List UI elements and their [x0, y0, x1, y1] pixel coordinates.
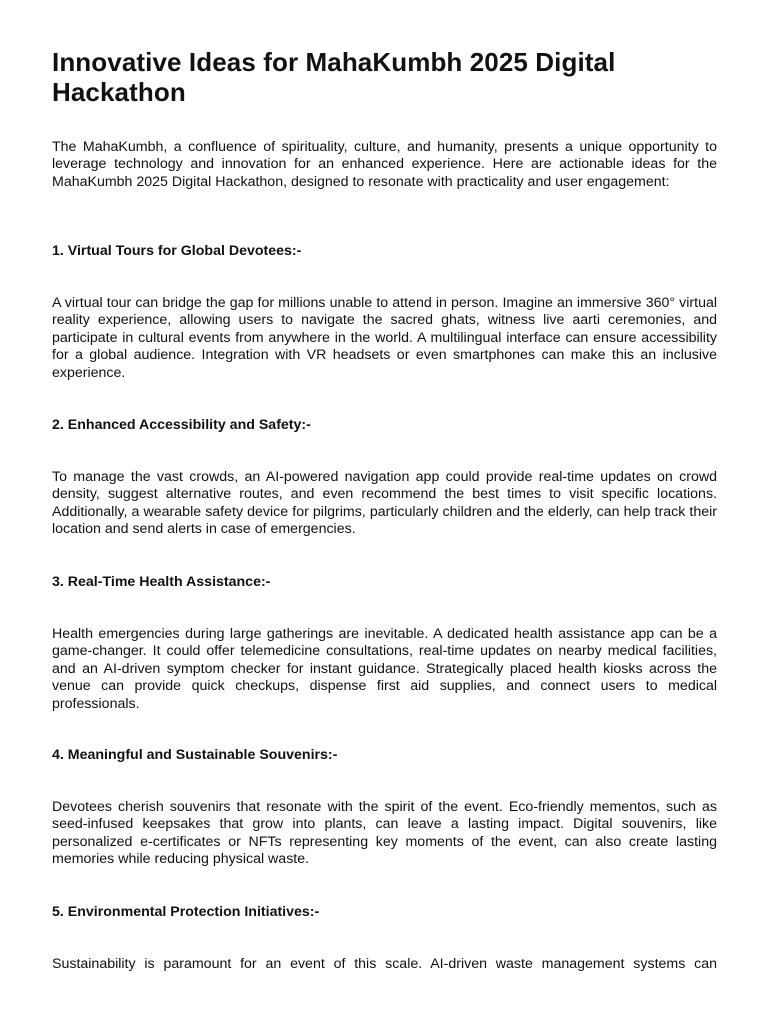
document-title: Innovative Ideas for MahaKumbh 2025 Digital Hackathon: [52, 47, 616, 107]
section-4-heading: 4. Meaningful and Sustainable Souvenirs:-: [52, 747, 338, 763]
section-2-heading: 2. Enhanced Accessibility and Safety:-: [52, 417, 311, 433]
intro-paragraph: The MahaKumbh, a confluence of spirituality, culture, and humanity, presents a unique opportunity to leverage technology and innovation for an enhanced experience. Here are actionable ideas for the MahaKumbh 2025 Digital Hackathon, designed to resonate with practicality and user engagement:: [52, 139, 717, 190]
section-3-body: Health emergencies during large gatherings are inevitable. A dedicated health assistance app can be a game-changer. It could offer telemedicine consultations, real-time updates on nearby medical facilities, and an AI-driven symptom checker for instant guidance. Strategically placed health kiosks across the venue can provide quick checkups, dispense first aid supplies, and connect users to medical professionals.: [52, 626, 717, 712]
section-3-heading: 3. Real-Time Health Assistance:-: [52, 574, 271, 590]
section-1-heading: 1. Virtual Tours for Global Devotees:-: [52, 243, 302, 259]
document-page: [52, 0, 717, 1024]
section-5-heading: 5. Environmental Protection Initiatives:-: [52, 904, 320, 920]
section-2-body: To manage the vast crowds, an AI-powered navigation app could provide real-time updates on crowd density, suggest alternative routes, and even recommend the best times to visit specific locations. Additionally, a wearable safety device for pilgrims, particularly children and the elderly, can help track their location and send alerts in case of emergencies.: [52, 469, 717, 538]
section-5-body: Sustainability is paramount for an event of this scale. AI-driven waste management systems can: [52, 956, 717, 972]
section-1-body: A virtual tour can bridge the gap for millions unable to attend in person. Imagine an immersive 360° virtual reality experience, allowing users to navigate the sacred ghats, witness live aarti ceremonies, and participate in cultural events from anywhere in the world. A multilingual interface can ensure accessibility for a global audience. Integration with VR headsets or even smartphones can make this an inclusive experience.: [52, 295, 717, 381]
section-4-body: Devotees cherish souvenirs that resonate with the spirit of the event. Eco-friendly mementos, such as seed-infused keepsakes that grow into plants, can leave a lasting impact. Digital souvenirs, like personalized e-certificates or NFTs representing key moments of the event, can also create lasting memories while reducing physical waste.: [52, 799, 717, 868]
